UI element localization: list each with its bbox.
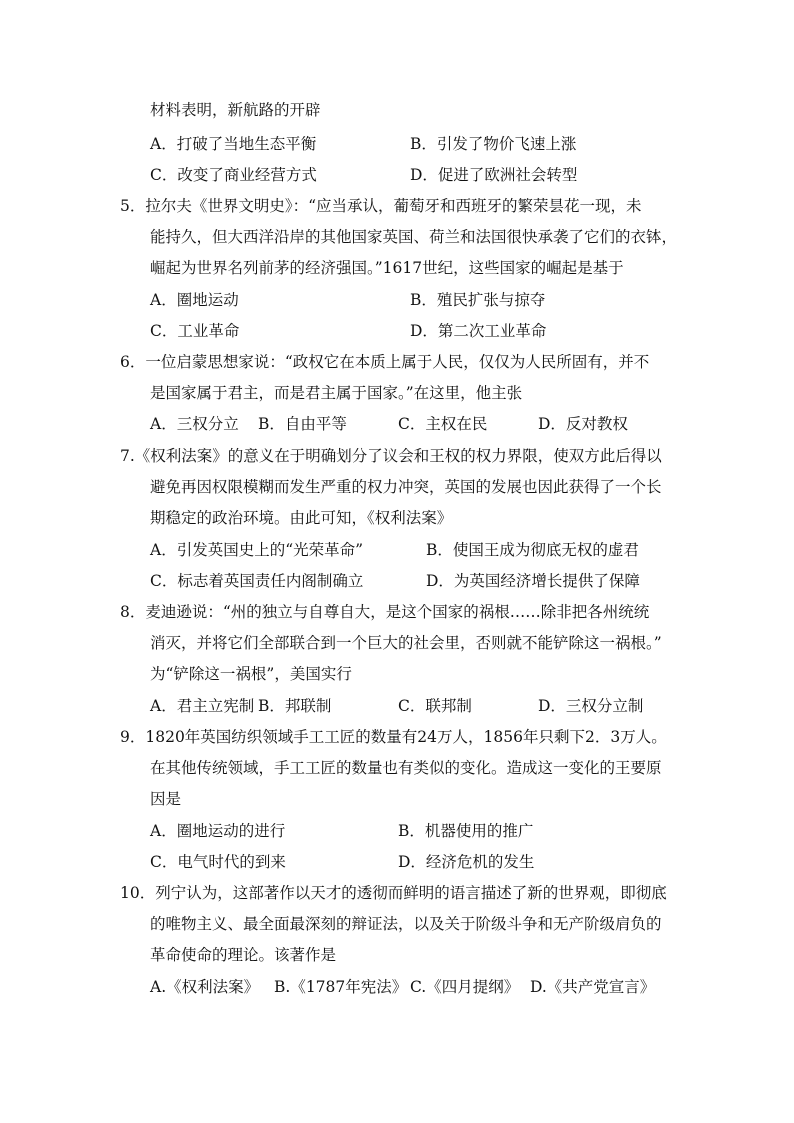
q6-stem-line-2: 是国家属于君主，而是君主属于国家。”在这里，他主张 (150, 384, 523, 402)
q4-option-c: C．改变了商业经营方式 (150, 166, 317, 184)
q10-stem-line-1: 10．列宁认为，这部著作以天才的透彻而鲜明的语言描述了新的世界观，即彻底 (120, 884, 667, 902)
q7-stem-line-2: 避免再因权限模糊而发生严重的权力冲突，英国的发展也因此获得了一个长 (150, 478, 662, 496)
q10-stem-line-2: 的唯物主义、最全面最深刻的辩证法，以及关于阶级斗争和无产阶级肩负的 (150, 915, 662, 933)
q6-option-d: D．反对教权 (538, 415, 628, 433)
q10-option-a: A.《权利法案》 (150, 978, 260, 996)
q9-option-a: A．圈地运动的进行 (150, 822, 286, 840)
q4-option-a: A．打破了当地生态平衡 (150, 135, 317, 153)
q6-option-c: C．主权在民 (398, 415, 488, 433)
q10-option-c: C.《四月提纲》 (410, 978, 520, 996)
q9-option-c: C．电气时代的到来 (150, 853, 286, 871)
q7-option-b: B．使国王成为彻底无权的虚君 (426, 541, 639, 559)
q5-option-c: C．工业革命 (150, 322, 240, 340)
q8-option-a: A．君主立宪制 (150, 697, 255, 715)
q10-option-d: D.《共产党宣言》 (530, 978, 656, 996)
q8-option-c: C．联邦制 (398, 697, 472, 715)
q4-option-d: D．促进了欧洲社会转型 (410, 166, 578, 184)
q7-option-c: C．标志着英国责任内阁制确立 (150, 572, 364, 590)
q5-stem-line-2: 能持久，但大西洋沿岸的其他国家英国、荷兰和法国很快承袭了它们的衣钵， (150, 228, 678, 246)
q4-stem-tail: 材料表明，新航路的开辟 (150, 101, 321, 119)
q6-stem-line-1: 6．一位启蒙思想家说：“政权它在本质上属于人民，仅仅为人民所固有，并不 (120, 353, 650, 371)
q9-stem-line-2: 在其他传统领域，手工工匠的数量也有类似的变化。造成这一变化的王要原 (150, 759, 662, 777)
q9-stem-line-1: 9．1820年英国纺织领域手工工匠的数量有24万人，1856年只剩下2．3万人。 (120, 728, 667, 746)
q6-option-a: A．三权分立 (150, 415, 239, 433)
q4-option-b: B．引发了物价飞速上涨 (410, 135, 577, 153)
q8-stem-line-2: 消灭，并将它们全部联合到一个巨大的社会里，否则就不能铲除这一祸根。” (150, 634, 662, 652)
q5-option-b: B．殖民扩张与掠夺 (410, 291, 546, 309)
q9-option-d: D．经济危机的发生 (398, 853, 535, 871)
q7-option-a: A．引发英国史上的“光荣革命” (150, 541, 364, 559)
q10-option-b: B.《1787年宪法》 (274, 978, 408, 996)
q9-option-b: B．机器使用的推广 (398, 822, 534, 840)
q8-option-b: B．邦联制 (258, 697, 332, 715)
q9-stem-line-3: 因是 (150, 790, 182, 808)
q7-stem-line-1: 7.《权利法案》的意义在于明确划分了议会和王权的权力界限，使双方此后得以 (120, 447, 662, 465)
q7-stem-line-3: 期稳定的政治环境。由此可知，《权利法案》 (150, 509, 453, 527)
q8-stem-line-1: 8．麦迪逊说：“州的独立与自尊自大，是这个国家的祸根……除非把各州统统 (120, 603, 650, 621)
q8-stem-line-3: 为“铲除这一祸根”，美国实行 (150, 665, 352, 683)
q7-option-d: D．为英国经济增长提供了保障 (426, 572, 640, 590)
q6-option-b: B．自由平等 (258, 415, 347, 433)
q5-stem-line-3: 崛起为世界名列前茅的经济强国。”1617世纪，这些国家的崛起是基于 (150, 259, 624, 277)
q5-option-d: D．第二次工业革命 (410, 322, 547, 340)
q10-stem-line-3: 革命使命的理论。该著作是 (150, 946, 337, 964)
q5-stem-line-1: 5．拉尔夫《世界文明史》：“应当承认，葡萄牙和西班牙的繁荣昙花一现，未 (120, 197, 642, 215)
q8-option-d: D．三权分立制 (538, 697, 644, 715)
q5-option-a: A．圈地运动 (150, 291, 239, 309)
